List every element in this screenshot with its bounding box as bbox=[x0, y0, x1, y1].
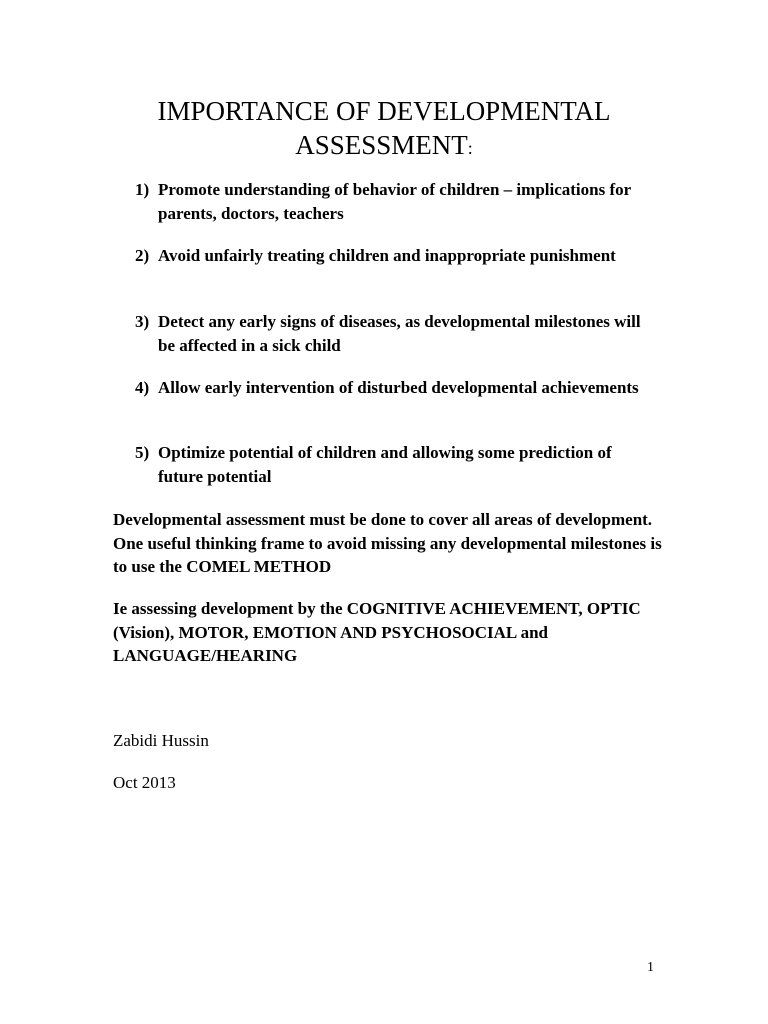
list-item-number: 1) bbox=[135, 180, 150, 199]
list-item-number: 5) bbox=[135, 443, 150, 462]
assessment-areas-paragraph: Ie assessing development by the COGNITIVE ACHIEVEMENT, OPTIC (Vision), MOTOR, EMOTION AND PSYCHOSOCIAL and LANGUAGE/HEARING bbox=[113, 599, 641, 665]
list-item-text: Optimize potential of children and allowing some prediction of future potential bbox=[158, 443, 612, 486]
list-item-text: Avoid unfairly treating children and inappropriate punishment bbox=[158, 246, 616, 265]
page-title-line-2 bbox=[100, 128, 668, 165]
page-title-colon: : bbox=[467, 138, 473, 158]
list-item-number: 4) bbox=[135, 378, 150, 397]
author-name: Zabidi Hussin bbox=[113, 731, 209, 750]
document-date: Oct 2013 bbox=[113, 773, 176, 792]
list-item-number: 2) bbox=[135, 246, 150, 265]
list-item bbox=[135, 244, 655, 268]
comel-method-paragraph: Developmental assessment must be done to cover all areas of development. One useful thinking frame to avoid missing any developmental milestones is to use the COMEL METHOD bbox=[113, 510, 662, 576]
list-item-text: Allow early intervention of disturbed developmental achievements bbox=[158, 378, 639, 397]
list-item bbox=[135, 441, 655, 489]
list-item-text: Detect any early signs of diseases, as developmental milestones will be affected in a sick child bbox=[158, 312, 641, 355]
list-item-number: 3) bbox=[135, 312, 150, 331]
list-item bbox=[135, 376, 655, 400]
page-number: 1 bbox=[647, 960, 654, 975]
list-item-text: Promote understanding of behavior of children – implications for parents, doctors, teachers bbox=[158, 180, 631, 223]
page-title-line-1: IMPORTANCE OF DEVELOPMENTAL bbox=[157, 96, 611, 126]
list-item bbox=[135, 178, 655, 226]
page-title-word: ASSESSMENT bbox=[295, 130, 468, 160]
list-item bbox=[135, 310, 655, 358]
